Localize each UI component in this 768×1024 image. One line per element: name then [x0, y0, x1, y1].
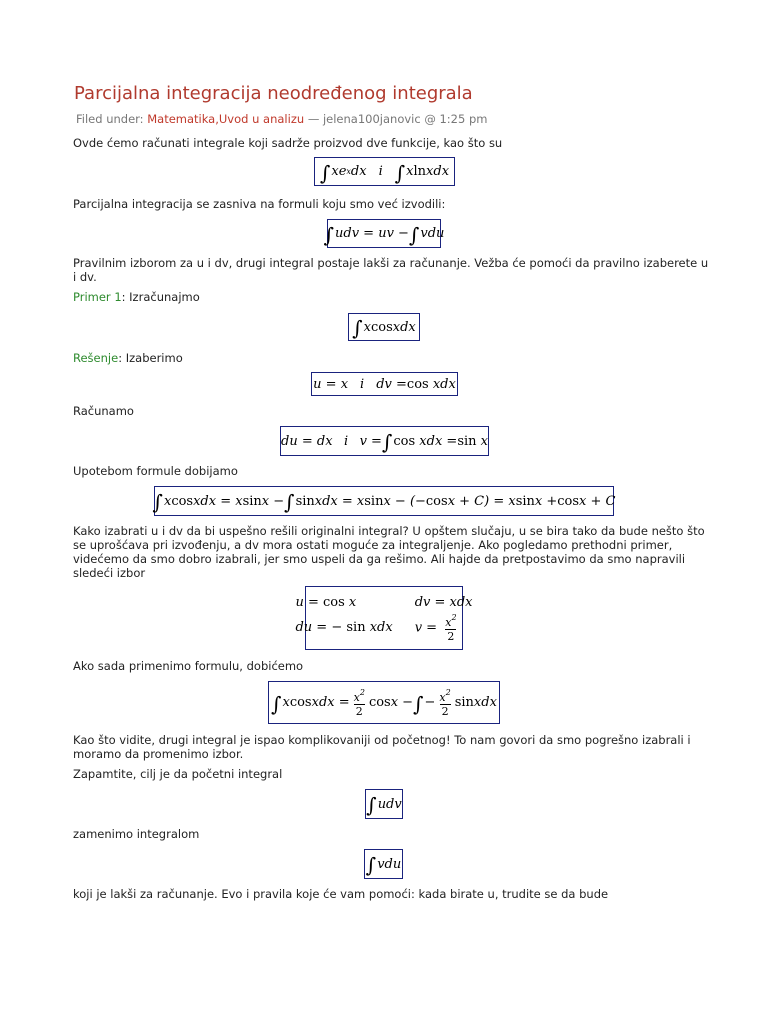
- paragraph-intro: Ovde ćemo računati integrale koji sadrže proizvod dve funkcije, kao što su: [73, 136, 503, 150]
- formula-examples: ∫ xe x dx i ∫ x ln xdx: [314, 157, 455, 186]
- formula-vdu: ∫ vdu: [364, 849, 403, 879]
- post-meta: Filed under: Matematika,Uvod u analizu — jelena100janovic @ 1:25 pm: [76, 112, 488, 126]
- post-title[interactable]: Parcijalna integracija neodređenog integrala: [74, 83, 473, 104]
- example-text: : Izračunajmo: [121, 290, 200, 304]
- paragraph-compute: Računamo: [73, 404, 134, 418]
- paragraph-apply-again: Ako sada primenimo formulu, dobićemo: [73, 659, 304, 673]
- filed-under-label: Filed under:: [76, 112, 144, 126]
- paragraph-apply: Upotebom formule dobijamo: [73, 464, 238, 478]
- paragraph-how-choose: Kako izabrati u i dv da bi uspešno rešili originalni integral? U opštem slučaju, u se bira tako da bude nešto što se uprošćava pri izvođenju, a dv mora ostati moguće za integraljenje. Ako pogledamo prethodni primer, videćemo da smo dobro izabrali, jer smo uspeli da ga rešimo. Ali hajde da pretpostavimo da smo napravili sledeći izbor: [73, 524, 705, 580]
- formula-du-v: du = dx i v = ∫ cos xdx = sin x: [280, 426, 489, 456]
- paragraph-rules: koji je lakši za računanje. Evo i pravila koje će vam pomoći: kada birate u, trudite se da bude: [73, 887, 609, 901]
- paragraph-example: [73, 290, 713, 304]
- formula-example-integral: ∫ x cos xdx: [348, 313, 420, 341]
- category-link-matematika[interactable]: Matematika: [147, 112, 216, 126]
- category-link-uvod[interactable]: Uvod u analizu: [218, 112, 305, 126]
- paragraph-solution: [73, 351, 713, 365]
- formula-parts: ∫ udv = uv − ∫ vdu: [327, 219, 441, 248]
- formula-udv: ∫ udv: [365, 789, 403, 819]
- paragraph-conclusion: Kao što vidite, drugi integral je ispao komplikovaniji od početnog! To nam govori da smo pogrešno izabrali i moramo da promenimo izbor.: [73, 733, 691, 761]
- formula-worse-result: ∫ x cos xdx = $\frac{x^2}{2}$ cos x − ∫ − $\frac{x^2}{2}$ sin xdx: [268, 681, 500, 724]
- formula-alternate-choice: u = cos x dv = xdx du = − sin xdx v = $\frac{x^2}{2}$: [305, 586, 463, 650]
- example-label: Primer 1: [73, 290, 122, 304]
- formula-result: ∫ x cos xdx = x sin x − ∫ sin xdx = x sin x − (− cos x + C) = x sin x + cos x + C: [154, 486, 614, 516]
- formula-choice-u-dv: u = x i dv = cos xdx: [311, 372, 458, 396]
- solution-text: : Izaberimo: [118, 351, 183, 365]
- solution-label: Rešenje: [73, 351, 119, 365]
- author-timestamp: — jelena100janovic @ 1:25 pm: [307, 112, 488, 126]
- paragraph-remember: Zapamtite, cilj je da početni integral: [73, 767, 283, 781]
- paragraph-formula-basis: Parcijalna integracija se zasniva na formuli koju smo već izvodili:: [73, 197, 446, 211]
- paragraph-choice: Pravilnim izborom za u i dv, drugi integral postaje lakši za računanje. Vežba će pomoći da pravilno izaberete u i dv.: [73, 256, 709, 284]
- paragraph-replace: zamenimo integralom: [73, 827, 200, 841]
